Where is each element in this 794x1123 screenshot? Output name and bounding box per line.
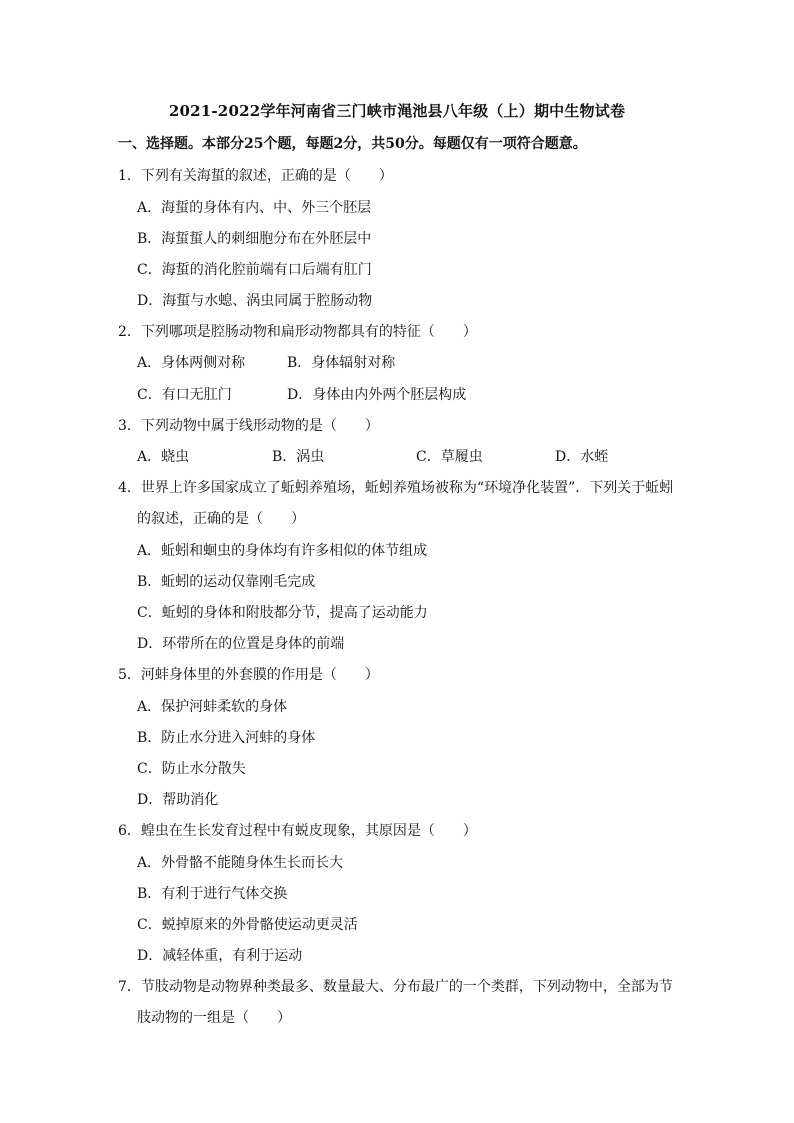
question-1-option-a: A．海蜇的身体有内、中、外三个胚层 — [137, 200, 372, 216]
question-6-option-b: B．有利于进行气体交换 — [137, 886, 288, 902]
question-6-stem: 6．蝗虫在生长发育过程中有蜕皮现象，其原因是（ ） — [118, 823, 477, 839]
question-6-option-a: A．外骨骼不能随身体生长而长大 — [137, 855, 344, 871]
question-3-stem: 3．下列动物中属于线形动物的是（ ） — [118, 418, 379, 434]
question-4-option-d: D．环带所在的位置是身体的前端 — [137, 636, 345, 652]
question-1-option-d: D．海蜇与水螅、涡虫同属于腔肠动物 — [137, 293, 373, 309]
question-2-option-d: D．身体由内外两个胚层构成 — [287, 387, 467, 403]
question-5-option-c: C．防止水分散失 — [137, 761, 246, 777]
question-6-option-c: C．蜕掉原来的外骨骼使运动更灵活 — [137, 917, 358, 933]
question-3-option-c: C．草履虫 — [416, 449, 483, 465]
question-2-option-c: C．有口无肛门 — [137, 387, 232, 403]
question-7-stem: 7．节肢动物是动物界种类最多、数量最大、分布最广的一个类群，下列动物中，全部为节 — [118, 979, 673, 995]
section-heading-choice: 一、选择题。本部分25个题，每题2分，共50分。每题仅有一项符合题意。 — [118, 136, 587, 152]
question-2-option-b: B．身体辐射对称 — [287, 355, 396, 371]
question-5-stem: 5．河蚌身体里的外套膜的作用是（ ） — [118, 667, 379, 683]
question-6-option-d: D．减轻体重，有利于运动 — [137, 948, 303, 964]
question-4-stem-continued: 的叙述，正确的是（ ） — [137, 511, 305, 527]
question-2-stem: 2．下列哪项是腔肠动物和扁形动物都具有的特征（ ） — [118, 324, 477, 340]
question-4-option-c: C．蚯蚓的身体和附肢都分节，提高了运动能力 — [137, 605, 428, 621]
question-5-option-d: D．帮助消化 — [137, 792, 219, 808]
question-4-stem: 4．世界上许多国家成立了蚯蚓养殖场，蚯蚓养殖场被称为“环境净化装置”．下列关于蚯蚓 — [118, 480, 674, 496]
question-3-option-d: D．水蛭 — [555, 449, 609, 465]
question-2-option-a: A．身体两侧对称 — [137, 355, 246, 371]
exam-title: 2021-2022学年河南省三门峡市渑池县八年级（上）期中生物试卷 — [168, 102, 626, 120]
question-3-option-a: A．蛲虫 — [137, 449, 190, 465]
question-1-stem: 1．下列有关海蜇的叙述，正确的是（ ） — [118, 168, 393, 184]
question-3-option-b: B．涡虫 — [272, 449, 325, 465]
question-4-option-a: A．蚯蚓和蛔虫的身体均有许多相似的体节组成 — [137, 543, 428, 559]
question-5-option-a: A．保护河蚌柔软的身体 — [137, 699, 288, 715]
question-1-option-b: B．海蜇蜇人的刺细胞分布在外胚层中 — [137, 231, 372, 247]
question-4-option-b: B．蚯蚓的运动仅靠刚毛完成 — [137, 574, 316, 590]
question-5-option-b: B．防止水分进入河蚌的身体 — [137, 730, 316, 746]
question-1-option-c: C．海蜇的消化腔前端有口后端有肛门 — [137, 262, 372, 278]
question-7-stem-continued: 肢动物的一组是（ ） — [137, 1010, 291, 1026]
